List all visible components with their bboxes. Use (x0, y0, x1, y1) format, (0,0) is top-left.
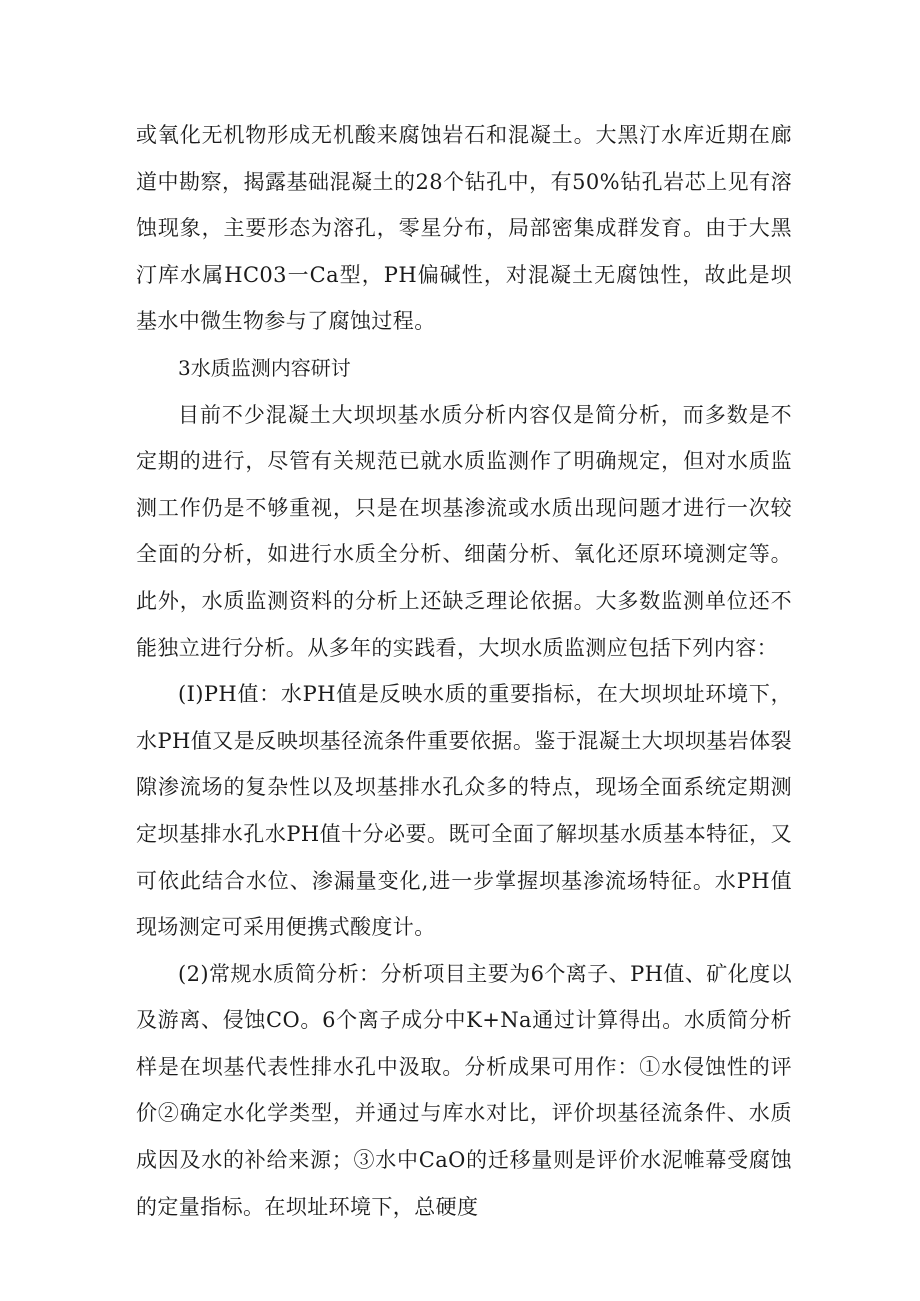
body-paragraph-ph-value: (I)PH值：水PH值是反映水质的重要指标，在大坝坝址环境下，水PH值又是反映坝基径流条件重要依据。鉴于混凝土大坝坝基岩体裂隙渗流场的复杂性以及坝基排水孔众多的特点，现场全面系统定期测定坝基排水孔水PH值十分必要。既可全面了解坝基水质基本特征，又可依此结合水位、渗漏量变化,进一步掌握坝基渗流场特征。水PH值现场测定可采用便携式酸度计。 (136, 682, 792, 940)
body-paragraph-intro: 目前不少混凝土大坝坝基水质分析内容仅是简分析，而多数是不定期的进行，尽管有关规范已就水质监测作了明确规定，但对水质监测工作仍是不够重视，只是在坝基渗流或水质出现问题才进行一次较全面的分析，如进行水质全分析、细菌分析、氧化还原环境测定等。此外，水质监测资料的分析上还缺乏理论依据。大多数监测单位还不能独立进行分析。从多年的实践看，大坝水质监测应包括下列内容： (136, 402, 792, 660)
document-body (136, 112, 792, 1230)
section-heading: 3水质监测内容研讨 (178, 355, 351, 380)
body-paragraph-continuation: 或氧化无机物形成无机酸来腐蚀岩石和混凝土。大黑汀水库近期在廊道中勘察，揭露基础混凝土的28个钻孔中，有50%钻孔岩芯上见有溶蚀现象，主要形态为溶孔，零星分布，局部密集成群发育。由于大黑汀库水属HC03一Ca型，PH偏碱性，对混凝土无腐蚀性，故此是坝基水中微生物参与了腐蚀过程。 (136, 123, 792, 334)
body-paragraph-routine-analysis: (2)常规水质简分析：分析项目主要为6个离子、PH值、矿化度以及游离、侵蚀CO。6个离子成分中K+Na通过计算得出。水质简分析样是在坝基代表性排水孔中汲取。分析成果可用作：①水侵蚀性的评价②确定水化学类型，并通过与库水对比，评价坝基径流条件、水质成因及水的补给来源；③水中CaO的迁移量则是评价水泥帷幕受腐蚀的定量指标。在坝址环境下，总硬度 (136, 961, 792, 1219)
